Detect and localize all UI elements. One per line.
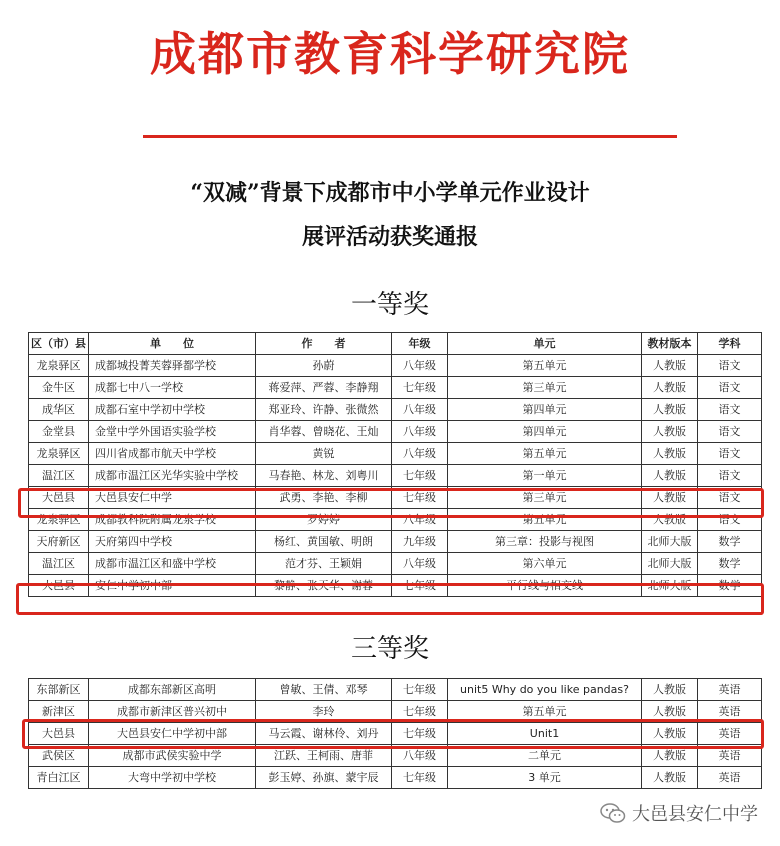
col-author: 作 者 bbox=[256, 333, 392, 355]
table-cell: 英语 bbox=[698, 701, 762, 723]
table-cell: 七年级 bbox=[392, 679, 448, 701]
doc-title-line1: “双减”背景下成都市中小学单元作业设计 bbox=[190, 180, 590, 206]
col-district: 区（市）县 bbox=[29, 333, 89, 355]
table-cell: 马云霞、谢林伶、刘丹 bbox=[256, 723, 392, 745]
table-cell: 金堂中学外国语实验学校 bbox=[89, 421, 256, 443]
table-cell: 人教版 bbox=[642, 745, 698, 767]
table-row bbox=[29, 767, 762, 789]
first-prize-body bbox=[29, 355, 762, 597]
table-cell: 英语 bbox=[698, 679, 762, 701]
table-cell: 七年级 bbox=[392, 377, 448, 399]
col-unit: 单 位 bbox=[89, 333, 256, 355]
table-cell: 天府第四中学校 bbox=[89, 531, 256, 553]
table-cell: 语文 bbox=[698, 377, 762, 399]
table-cell: 第三章：投影与视图 bbox=[448, 531, 642, 553]
table-row bbox=[29, 421, 762, 443]
table-cell: 八年级 bbox=[392, 355, 448, 377]
table-cell: 人教版 bbox=[642, 701, 698, 723]
table-cell: 语文 bbox=[698, 509, 762, 531]
table-cell: 第四单元 bbox=[448, 421, 642, 443]
table-cell: 青白江区 bbox=[29, 767, 89, 789]
first-prize-table bbox=[28, 332, 762, 597]
table-cell: 成都市武侯实验中学 bbox=[89, 745, 256, 767]
table-cell: 天府新区 bbox=[29, 531, 89, 553]
table-cell: 语文 bbox=[698, 399, 762, 421]
table-cell: 彭玉婷、孙旗、蒙宇辰 bbox=[256, 767, 392, 789]
highlight-box bbox=[16, 583, 764, 615]
table-cell: 数学 bbox=[698, 575, 762, 597]
table-cell: 北师大版 bbox=[642, 531, 698, 553]
col-grade: 年级 bbox=[392, 333, 448, 355]
table-cell: 人教版 bbox=[642, 465, 698, 487]
table-cell: 语文 bbox=[698, 487, 762, 509]
table-cell: 武勇、李艳、李柳 bbox=[256, 487, 392, 509]
table-cell: 第一单元 bbox=[448, 465, 642, 487]
table-cell: 金堂县 bbox=[29, 421, 89, 443]
table-cell: 七年级 bbox=[392, 575, 448, 597]
watermark-text: 大邑县安仁中学 bbox=[632, 804, 758, 825]
table-cell: 金牛区 bbox=[29, 377, 89, 399]
third-prize-heading: 三等奖 bbox=[350, 634, 429, 664]
table-cell: 成都市新津区普兴初中 bbox=[89, 701, 256, 723]
table-cell: 人教版 bbox=[642, 377, 698, 399]
wechat-icon bbox=[600, 802, 626, 824]
table-cell: 杨红、黄国敏、明朗 bbox=[256, 531, 392, 553]
table-cell: 英语 bbox=[698, 767, 762, 789]
table-cell: 人教版 bbox=[642, 443, 698, 465]
highlight-box bbox=[18, 488, 764, 518]
table-row bbox=[29, 355, 762, 377]
table-cell: 蒋爱萍、严蓉、李静翔 bbox=[256, 377, 392, 399]
table-cell: 成都石室中学初中学校 bbox=[89, 399, 256, 421]
table-cell: 八年级 bbox=[392, 421, 448, 443]
table-cell: 七年级 bbox=[392, 701, 448, 723]
table-cell: 马春艳、林龙、刘粤川 bbox=[256, 465, 392, 487]
table-cell: 温江区 bbox=[29, 465, 89, 487]
table-cell: 数学 bbox=[698, 553, 762, 575]
table-cell: 第五单元 bbox=[448, 509, 642, 531]
header-divider bbox=[143, 135, 677, 138]
table-cell: 江跃、王柯雨、唐菲 bbox=[256, 745, 392, 767]
doc-title-line2: 展评活动获奖通报 bbox=[301, 224, 478, 250]
table-row bbox=[29, 443, 762, 465]
table-cell: 七年级 bbox=[392, 767, 448, 789]
table-cell: 成华区 bbox=[29, 399, 89, 421]
table-cell: 第五单元 bbox=[448, 443, 642, 465]
table-cell: 龙泉驿区 bbox=[29, 509, 89, 531]
table-cell: 东部新区 bbox=[29, 679, 89, 701]
table-cell: 北师大版 bbox=[642, 575, 698, 597]
table-cell: 英语 bbox=[698, 745, 762, 767]
table-cell: 人教版 bbox=[642, 421, 698, 443]
table-cell: 七年级 bbox=[392, 487, 448, 509]
table-cell: 大弯中学初中学校 bbox=[89, 767, 256, 789]
table-cell: 人教版 bbox=[642, 767, 698, 789]
table-cell: 八年级 bbox=[392, 399, 448, 421]
table-cell: 郑亚玲、许静、张微然 bbox=[256, 399, 392, 421]
table-cell: 新津区 bbox=[29, 701, 89, 723]
table-cell: 黄锐 bbox=[256, 443, 392, 465]
table-cell: 成都七中八一学校 bbox=[89, 377, 256, 399]
table-cell: 语文 bbox=[698, 421, 762, 443]
col-subject: 学科 bbox=[698, 333, 762, 355]
table-cell: 成都东部新区高明 bbox=[89, 679, 256, 701]
table-cell: 人教版 bbox=[642, 487, 698, 509]
table-cell: 二单元 bbox=[448, 745, 642, 767]
table-cell: 第三单元 bbox=[448, 487, 642, 509]
table-cell: 大邑县安仁中学 bbox=[89, 487, 256, 509]
table-cell: 成都市温江区和盛中学校 bbox=[89, 553, 256, 575]
table-cell: 大邑县 bbox=[29, 487, 89, 509]
table-cell: 语文 bbox=[698, 443, 762, 465]
table-cell: 李玲 bbox=[256, 701, 392, 723]
table-cell: 第五单元 bbox=[448, 701, 642, 723]
table-cell: 八年级 bbox=[392, 553, 448, 575]
table-cell: 成都城投菁芙蓉驿都学校 bbox=[89, 355, 256, 377]
table-cell: 肖华蓉、曾晓花、王灿 bbox=[256, 421, 392, 443]
table-cell: 人教版 bbox=[642, 509, 698, 531]
table-cell: 武侯区 bbox=[29, 745, 89, 767]
table-cell: 成都市温江区光华实验中学校 bbox=[89, 465, 256, 487]
table-cell: 成都教科院附属龙泉学校 bbox=[89, 509, 256, 531]
table-header-row bbox=[29, 333, 762, 355]
org-name: 成都市教育科学研究院 bbox=[150, 27, 630, 81]
table-cell: 八年级 bbox=[392, 745, 448, 767]
table-cell: 八年级 bbox=[392, 443, 448, 465]
table-cell: unit5 Why do you like pandas? bbox=[448, 679, 642, 701]
table-cell: 八年级 bbox=[392, 509, 448, 531]
table-row bbox=[29, 465, 762, 487]
table-cell: 孙蔚 bbox=[256, 355, 392, 377]
table-cell: 人教版 bbox=[642, 723, 698, 745]
table-cell: 人教版 bbox=[642, 679, 698, 701]
table-cell: 黎静、张天华、谢蓉 bbox=[256, 575, 392, 597]
table-cell: 大邑县安仁中学初中部 bbox=[89, 723, 256, 745]
highlight-box bbox=[22, 719, 764, 749]
table-cell: 英语 bbox=[698, 723, 762, 745]
table-cell: 龙泉驿区 bbox=[29, 355, 89, 377]
table-cell: 四川省成都市航天中学校 bbox=[89, 443, 256, 465]
table-cell: 人教版 bbox=[642, 399, 698, 421]
col-textbook: 教材版本 bbox=[642, 333, 698, 355]
table-row bbox=[29, 531, 762, 553]
table-cell: 第六单元 bbox=[448, 553, 642, 575]
table-row bbox=[29, 553, 762, 575]
table-cell: 九年级 bbox=[392, 531, 448, 553]
table-cell: 曾敏、王倩、邓琴 bbox=[256, 679, 392, 701]
table-cell: 七年级 bbox=[392, 723, 448, 745]
table-cell: 人教版 bbox=[642, 355, 698, 377]
table-cell: 温江区 bbox=[29, 553, 89, 575]
table-cell: 龙泉驿区 bbox=[29, 443, 89, 465]
table-cell: 罗婷婷 bbox=[256, 509, 392, 531]
watermark bbox=[600, 800, 758, 826]
header bbox=[0, 18, 780, 84]
table-cell: 七年级 bbox=[392, 465, 448, 487]
table-cell: 第四单元 bbox=[448, 399, 642, 421]
table-cell: 范才芬、王颖娟 bbox=[256, 553, 392, 575]
table-cell: 安仁中学初中部 bbox=[89, 575, 256, 597]
table-cell: 大邑县 bbox=[29, 723, 89, 745]
table-cell: Unit1 bbox=[448, 723, 642, 745]
table-cell: 语文 bbox=[698, 465, 762, 487]
table-cell: 平行线与相交线 bbox=[448, 575, 642, 597]
table-cell: 第三单元 bbox=[448, 377, 642, 399]
table-cell: 数学 bbox=[698, 531, 762, 553]
table-cell: 语文 bbox=[698, 355, 762, 377]
table-cell: 3 单元 bbox=[448, 767, 642, 789]
table-row bbox=[29, 399, 762, 421]
table-cell: 第五单元 bbox=[448, 355, 642, 377]
col-lesson-unit: 单元 bbox=[448, 333, 642, 355]
table-cell: 北师大版 bbox=[642, 553, 698, 575]
table-row bbox=[29, 679, 762, 701]
table-row bbox=[29, 377, 762, 399]
first-prize-heading: 一等奖 bbox=[350, 290, 429, 320]
table-cell: 大邑县 bbox=[29, 575, 89, 597]
